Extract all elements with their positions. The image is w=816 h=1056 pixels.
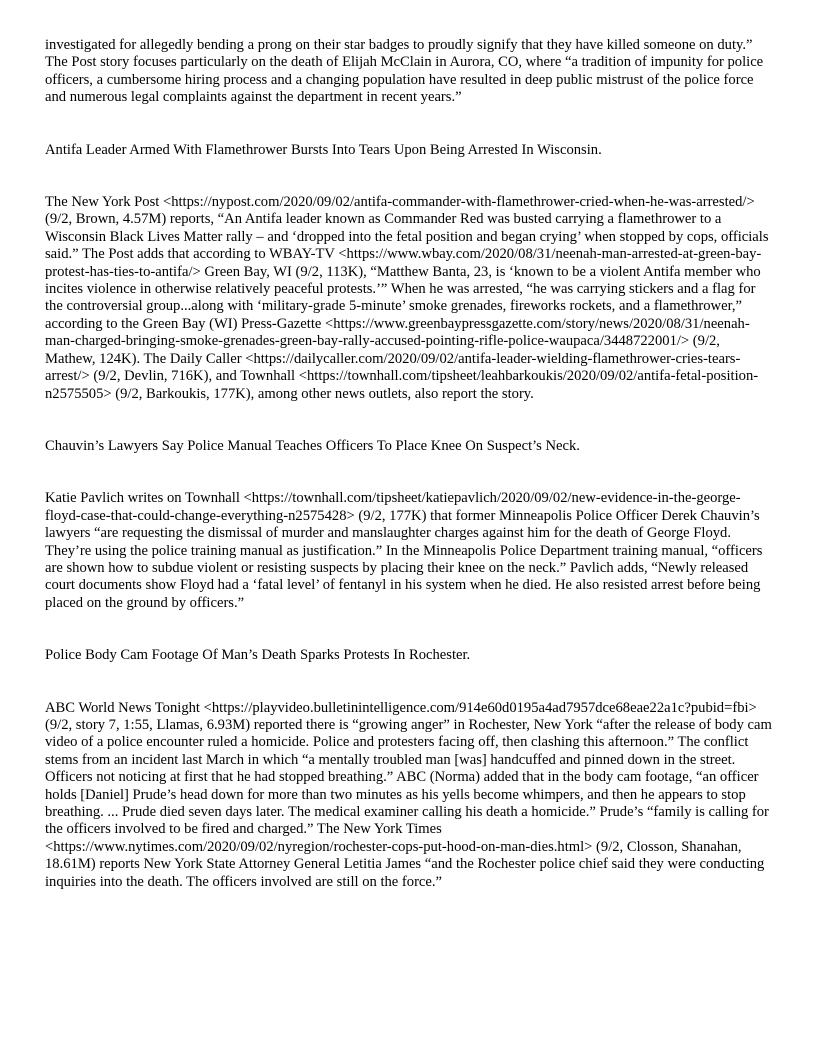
paragraph-antifa-story: The New York Post <https://nypost.com/2020/09/02/antifa-commander-with-flamethrower-cried-when-he-was-arrested/> (9/2, Brown, 4.57M) reports, “An Antifa leader known as Commander Red was busted carrying a flamethrower to a Wisconsin Black Lives Matter rally – and ‘dropped into the fetal position and began crying’ when stopped by cops, officials said.” The Post adds that according to WBAY-TV <https://www.wbay.com/2020/08/31/neenah-man-arrested-at-green-bay-protest-has-ties-to-antifa/> Green Bay, WI (9/2, 113K), “Matthew Banta, 23, is ‘known to be a violent Antifa member who incites violence in otherwise relatively peaceful protests.’” When he was arrested, “he was carrying stickers and a flag for the controversial group...along with ‘military-grade 5-minute’ smoke grenades, fireworks rockets, and a flamethrower,” according to the Green Bay (WI) Press-Gazette <https://www.greenbaypressgazette.com/story/news/2020/08/31/neenah-man-charged-bringing-smoke-grenades-green-bay-rally-accused-pointing-rifle-police-waupaca/3448722001/> (9/2, Mathew, 124K). The Daily Caller <https://dailycaller.com/2020/09/02/antifa-leader-wielding-flamethrower-cries-tears-arrest/> (9/2, Devlin, 716K), and Townhall <https://townhall.com/tipsheet/leahbarkoukis/2020/09/02/antifa-fetal-position-n2575505> (9/2, Barkoukis, 177K), among other news outlets, also report the story. bbox=[45, 194, 769, 402]
spacer bbox=[45, 665, 773, 700]
spacer bbox=[45, 612, 773, 647]
spacer bbox=[45, 159, 773, 194]
headline-chauvin-lawyers: Chauvin’s Lawyers Say Police Manual Teaches Officers To Place Knee On Suspect’s Neck. bbox=[45, 437, 580, 454]
headline-antifa-flamethrower: Antifa Leader Armed With Flamethrower Bursts Into Tears Upon Being Arrested In Wisconsin. bbox=[45, 141, 602, 158]
spacer bbox=[45, 403, 773, 438]
spacer bbox=[45, 455, 773, 490]
paragraph-continued-post-story: investigated for allegedly bending a prong on their star badges to proudly signify that they have killed someone on duty.” The Post story focuses particularly on the death of Elijah McClain in Aurora, CO, where “a tradition of impunity for police officers, a cumbersome hiring process and a changing population have resulted in deep public mistrust of the police force and numerous legal complaints against the department in recent years.” bbox=[45, 37, 764, 106]
document-page bbox=[45, 37, 773, 891]
spacer bbox=[45, 107, 773, 142]
paragraph-rochester-story: ABC World News Tonight <https://playvideo.bulletinintelligence.com/914e60d0195a4ad7957dce68eae22a1c?pubid=fbi> (9/2, story 7, 1:55, Llamas, 6.93M) reported there is “growing anger” in Rochester, New York “after the release of body cam video of a police encounter ruled a homicide. Police and protesters facing off, then clashing this afternoon.” The conflict stems from an incident last March in which “a mentally troubled man [was] handcuffed and pinned down in the street. Officers not noticing at first that he had stopped breathing.” ABC (Norma) added that in the body cam footage, “an officer holds [Daniel] Prude’s head down for more than two minutes as his yells become whimpers, and then he appears to stop breathing. ... Prude died seven days later. The medical examiner calling his death a homicide.” Prude’s “family is calling for the officers involved to be fired and charged.” The New York Times <https://www.nytimes.com/2020/09/02/nyregion/rochester-cops-put-hood-on-man-dies.html> (9/2, Closson, Shanahan, 18.61M) reports New York State Attorney General Letitia James “and the Rochester police chief said they were conducting inquiries into the death. The officers involved are still on the force.” bbox=[45, 699, 772, 890]
headline-rochester-bodycam: Police Body Cam Footage Of Man’s Death Sparks Protests In Rochester. bbox=[45, 647, 471, 664]
paragraph-chauvin-story: Katie Pavlich writes on Townhall <https://townhall.com/tipsheet/katiepavlich/2020/09/02/new-evidence-in-the-george-floyd-case-that-could-change-everything-n2575428> (9/2, 177K) that former Minneapolis Police Officer Derek Chauvin’s lawyers “are requesting the dismissal of murder and manslaughter charges against him for the death of George Floyd. They’re using the police training manual as justification.” In the Minneapolis Police Department training manual, “officers are shown how to subdue violent or resisting suspects by placing their knee on the neck.” Pavlich adds, “Newly released court documents show Floyd had a ‘fatal level’ of fentanyl in his system when he died. He also resisted arrest before being placed on the ground by officers.” bbox=[45, 490, 763, 611]
